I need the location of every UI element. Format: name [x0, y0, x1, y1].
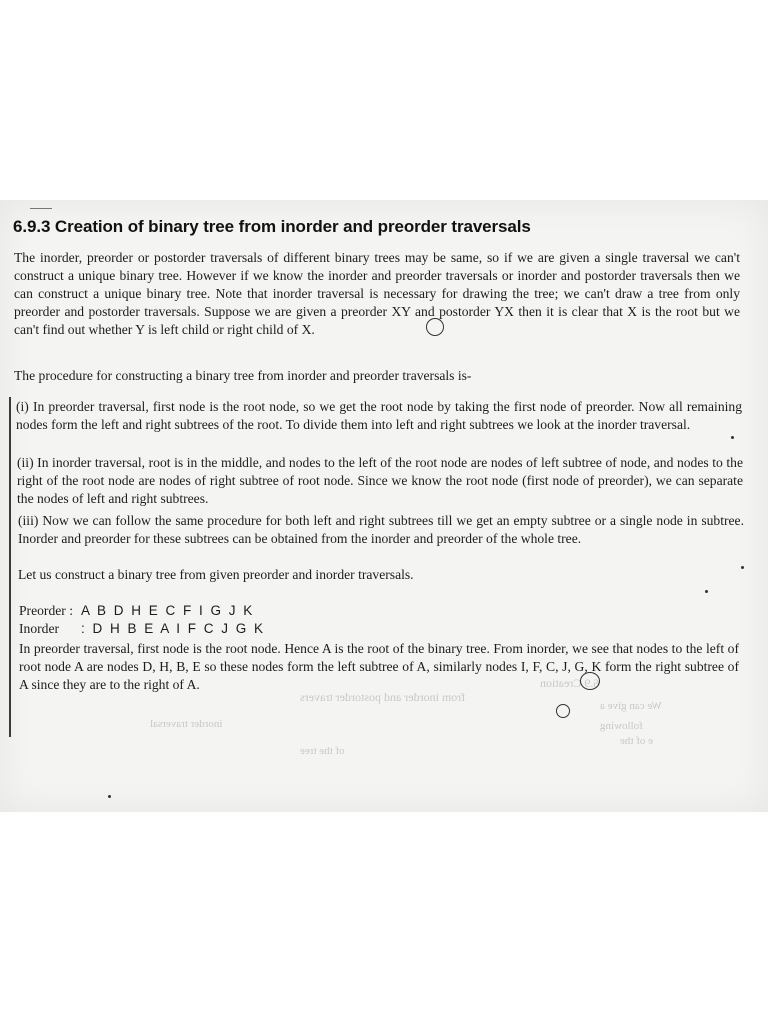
- bleed-through-text: e of the: [620, 735, 653, 747]
- pen-dot-mark: [741, 566, 744, 569]
- inorder-label: Inorder: [19, 621, 60, 636]
- paragraph-intro: The inorder, preorder or postorder traversals of different binary trees may be same, so if we are given a single traversal we can't construct a unique binary tree. However if we know the inorder and preorder traversals or inorder and postorder traversals then we can construct a unique binary tree. Note that inorder traversal is necessary for drawing the tree; we can't draw a tree from only preorder and postorder traversals. Suppose we are given a preorder XY and postorder YX then it is clear that X is the root but we can't find out whether Y is left child or right child of X.: [14, 250, 740, 337]
- bleed-through-text: of the tree: [300, 745, 345, 757]
- bleed-through-text: from inorder and postorder travers: [300, 690, 466, 704]
- page-top-mark: [30, 208, 52, 209]
- bleed-through-text: 6.9 Creation: [540, 676, 600, 690]
- inorder-row: [19, 620, 265, 638]
- paragraph-step-3: (iii) Now we can follow the same procedure for both left and right subtrees till we get an empty subtree or a single node in subtree. Inorder and preorder for these subtrees can be obtained from the inorder and preorder of the whole tree.: [18, 513, 744, 546]
- margin-rule: [9, 397, 11, 737]
- paragraph-step-1: (i) In preorder traversal, first node is the root node, so we get the root node by taking the first node of preorder. Now all remaining nodes form the left and right subtrees of the root. To divide them into left and right subtrees we look at the inorder traversal.: [16, 399, 742, 432]
- pen-dot-mark: [108, 795, 111, 798]
- inorder-sequence: : D H B E A I F C J G K: [81, 621, 266, 636]
- preorder-sequence: A B D H E C F I G J K: [81, 603, 255, 618]
- preorder-row: [19, 602, 254, 620]
- paragraph-procedure: The procedure for constructing a binary tree from inorder and preorder traversals is-: [14, 368, 472, 383]
- bleed-through-text: We can give a: [600, 700, 662, 712]
- section-heading: 6.9.3 Creation of binary tree from inorder and preorder traversals: [13, 217, 531, 236]
- paragraph-example-intro: Let us construct a binary tree from given preorder and inorder traversals.: [18, 567, 414, 582]
- paragraph-example-explanation: In preorder traversal, first node is the root node. Hence A is the root of the binary tree. From inorder, we see that nodes to the left of root node A are nodes D, H, B, E so these nodes form the left subtree of A, similarly nodes I, F, C, J, G, K form the right subtree of A since they are to the right of A.: [19, 641, 739, 692]
- pen-circle-mark: [556, 704, 570, 718]
- pen-circle-mark: [580, 672, 600, 690]
- pen-dot-mark: [731, 436, 734, 439]
- bleed-through-text: following: [600, 720, 643, 732]
- paragraph-step-2: (ii) In inorder traversal, root is in the middle, and nodes to the left of the root node are nodes of left subtree of node, and nodes to the right of the root node are nodes of right subtree of root node. Since we know the root node (first node of preorder), we can separate the nodes of left and right subtrees.: [17, 455, 743, 506]
- preorder-label: Preorder :: [19, 603, 73, 618]
- bleed-through-text: inorder traversal: [150, 718, 223, 730]
- pen-circle-mark: [426, 318, 444, 336]
- pen-dot-mark: [705, 590, 708, 593]
